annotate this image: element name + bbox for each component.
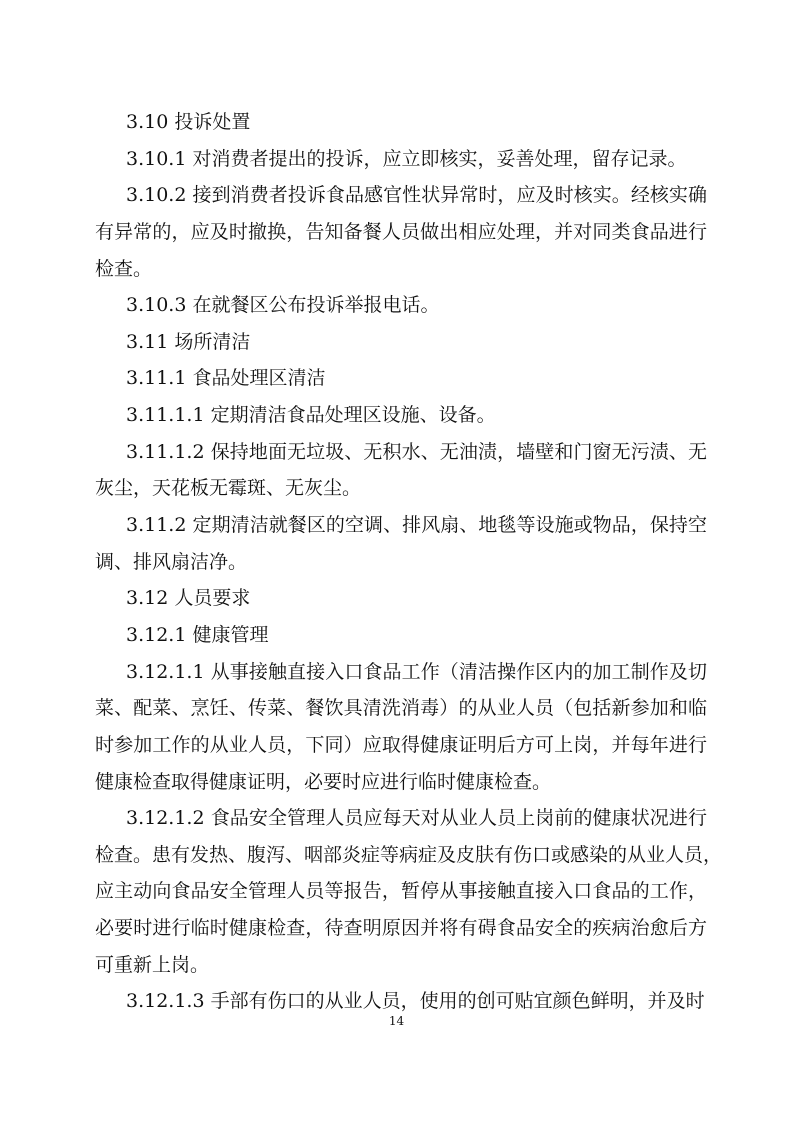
text-line: 有异常的，应及时撤换，告知备餐人员做出相应处理，并对同类食品进行 bbox=[95, 220, 707, 243]
text-line: 必要时进行临时健康检查，待查明原因并将有碍食品安全的疾病治愈后方 bbox=[95, 917, 707, 940]
text-line: 3.12.1 健康管理 bbox=[126, 623, 269, 646]
text-line: 3.11.1.1 定期清洁食品处理区设施、设备。 bbox=[126, 404, 496, 427]
text-line: 可重新上岗。 bbox=[95, 953, 210, 976]
text-line: 3.11.1.2 保持地面无垃圾、无积水、无油渍，墙壁和门窗无污渍、无 bbox=[126, 440, 707, 463]
text-line: 检查。 bbox=[95, 257, 153, 280]
text-line: 菜、配菜、烹饪、传菜、餐饮具清洗消毒）的从业人员（包括新参加和临 bbox=[95, 697, 707, 720]
text-line: 3.10.2 接到消费者投诉食品感官性状异常时，应及时核实。经核实确 bbox=[126, 184, 707, 207]
text-line: 检查。患有发热、腹泻、咽部炎症等病症及皮肤有伤口或感染的从业人员， bbox=[95, 843, 723, 866]
paragraph bbox=[95, 507, 707, 580]
paragraph bbox=[95, 141, 707, 178]
text-line: 3.12 人员要求 bbox=[126, 587, 251, 610]
paragraph bbox=[95, 177, 707, 287]
paragraph bbox=[95, 397, 707, 434]
text-line: 3.10.1 对消费者提出的投诉，应立即核实，妥善处理，留存记录。 bbox=[126, 147, 687, 170]
paragraph bbox=[95, 617, 707, 654]
text-line: 3.11.2 定期清洁就餐区的空调、排风扇、地毯等设施或物品，保持空 bbox=[126, 514, 707, 537]
paragraph bbox=[95, 287, 707, 324]
paragraph bbox=[95, 104, 707, 141]
text-line: 调、排风扇洁净。 bbox=[95, 550, 248, 573]
text-line: 3.12.1.1 从事接触直接入口食品工作（清洁操作区内的加工制作及切 bbox=[126, 660, 707, 683]
text-line: 3.11.1 食品处理区清洁 bbox=[126, 367, 326, 390]
text-line: 应主动向食品安全管理人员等报告，暂停从事接触直接入口食品的工作， bbox=[95, 880, 707, 903]
text-line: 灰尘，天花板无霉斑、无灰尘。 bbox=[95, 477, 362, 500]
page-number: 14 bbox=[388, 1014, 405, 1028]
text-line: 3.10 投诉处置 bbox=[126, 111, 251, 133]
text-line: 健康检查取得健康证明，必要时应进行临时健康检查。 bbox=[95, 770, 552, 793]
paragraph bbox=[95, 434, 707, 507]
paragraph bbox=[95, 580, 707, 617]
text-line: 3.12.1.3 手部有伤口的从业人员，使用的创可贴宜颜色鲜明，并及时 bbox=[126, 990, 705, 1013]
document-body bbox=[95, 104, 723, 1020]
paragraph bbox=[95, 654, 707, 801]
paragraph bbox=[95, 360, 707, 397]
text-line: 3.10.3 在就餐区公布投诉举报电话。 bbox=[126, 294, 440, 317]
text-line: 3.12.1.2 食品安全管理人员应每天对从业人员上岗前的健康状况进行 bbox=[126, 807, 707, 830]
text-line: 3.11 场所清洁 bbox=[126, 330, 251, 353]
paragraph bbox=[95, 800, 723, 983]
paragraph bbox=[95, 324, 707, 361]
text-line: 时参加工作的从业人员，下同）应取得健康证明后方可上岗，并每年进行 bbox=[95, 733, 707, 756]
